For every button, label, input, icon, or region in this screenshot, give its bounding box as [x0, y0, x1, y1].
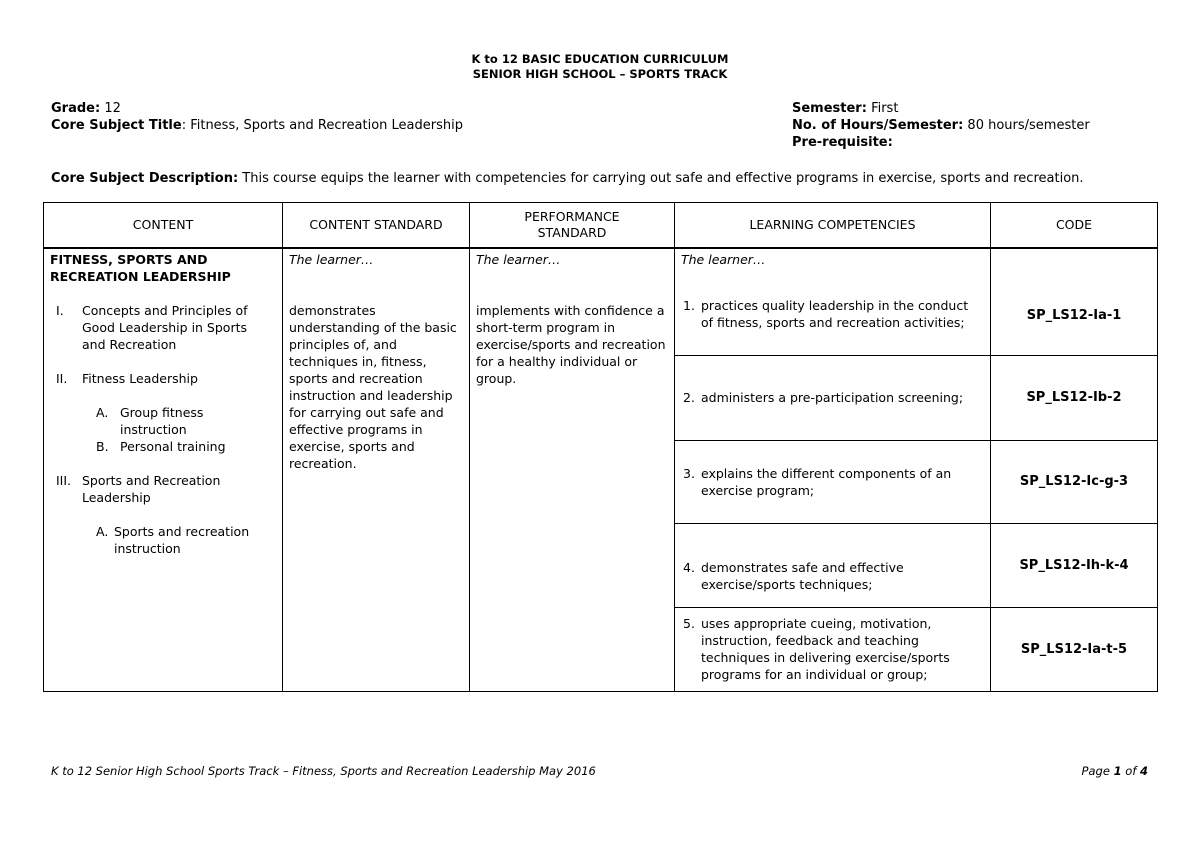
semester-line: [792, 100, 898, 117]
header-performance-standard: PERFORMANCE STANDARD: [470, 203, 675, 249]
header-content-standard: CONTENT STANDARD: [283, 203, 470, 249]
grade-value: 12: [104, 101, 121, 116]
competency-text: demonstrates safe and effective exercise/sports techniques;: [701, 559, 904, 592]
competency-text: practices quality leadership in the conduct of fitness, sports and recreation activities;: [701, 298, 969, 330]
content-item-text: Personal training: [120, 439, 226, 454]
page-current: 1: [1113, 764, 1122, 778]
competency-cell-4: [675, 523, 991, 607]
semester-value: First: [871, 101, 899, 116]
description-label: Core Subject Description:: [51, 171, 239, 186]
grade-label: Grade:: [51, 101, 101, 116]
code-cell: SP_LS12-Ib-2: [991, 355, 1158, 440]
page-prefix: Page: [1081, 764, 1114, 778]
content-item-num: II.: [56, 371, 68, 386]
content-item-text: Group fitness instruction: [120, 405, 204, 437]
content-item: [50, 523, 264, 557]
subject-label: Core Subject Title: [51, 118, 182, 133]
content-item-num: A.: [96, 524, 109, 539]
semester-label: Semester:: [792, 101, 867, 116]
header-code: CODE: [991, 203, 1158, 249]
grade-line: [51, 100, 121, 117]
code-cell: SP_LS12-Ih-k-4: [991, 523, 1158, 607]
performance-standard-cell: [470, 248, 675, 691]
content-item-num: I.: [56, 303, 64, 318]
content-item-text: Sports and recreation instruction: [114, 524, 250, 556]
footer-left: K to 12 Senior High School Sports Track – Fitness, Sports and Recreation Leadership May 2016: [51, 764, 596, 778]
competency-text: explains the different components of an exercise program;: [701, 465, 952, 498]
description-value: This course equips the learner with competencies for carrying out safe and effective programs in exercise, sports and recreation.: [242, 171, 1084, 186]
page-mid: of: [1121, 764, 1140, 778]
table-row: [44, 248, 1158, 355]
content-standard-cell: [283, 248, 470, 691]
competency-cell-3: [675, 440, 991, 523]
learner-label: The learner…: [476, 252, 561, 267]
prereq-line: [792, 134, 893, 151]
content-item-num: B.: [96, 439, 109, 454]
content-title: FITNESS, SPORTS AND RECREATION LEADERSHIP: [50, 252, 231, 284]
content-cell: [44, 248, 283, 691]
subject-value: : Fitness, Sports and Recreation Leadership: [181, 118, 463, 133]
content-item-text: Concepts and Principles of Good Leadership in Sports and Recreation: [82, 303, 248, 352]
hours-value: 80 hours/semester: [967, 118, 1090, 133]
competency-cell-2: [675, 355, 991, 440]
code-cell: SP_LS12-Ia-1: [991, 248, 1158, 355]
subject-line: [51, 117, 463, 134]
competency-cell-1: [675, 248, 991, 355]
content-item-num: III.: [56, 473, 72, 488]
header-learning-competencies: LEARNING COMPETENCIES: [675, 203, 991, 249]
competency-cell-5: [675, 607, 991, 691]
performance-standard-text: implements with confidence a short-term program in exercise/sports and recreation for a healthy individual or group.: [476, 303, 666, 386]
content-item: [50, 370, 276, 387]
content-item-text: Fitness Leadership: [82, 371, 198, 386]
content-item: [50, 472, 242, 506]
doc-subtitle: SENIOR HIGH SCHOOL – SPORTS TRACK: [472, 67, 728, 81]
competency-text: administers a pre-participation screening;: [701, 390, 964, 405]
competency-num: 5.: [683, 616, 695, 631]
content-item: [50, 438, 276, 455]
competency-text: uses appropriate cueing, motivation, instruction, feedback and teaching techniques in delivering exercise/sports programs for an individual or group;: [701, 616, 950, 682]
competency-item: [681, 297, 984, 331]
competency-num: 3.: [683, 465, 695, 481]
header-row: [44, 203, 1158, 249]
description-line: [51, 170, 1161, 187]
prereq-label: Pre-requisite:: [792, 135, 893, 150]
content-item: [50, 404, 215, 438]
learner-label: The learner…: [681, 252, 766, 267]
competency-num: 2.: [683, 390, 695, 405]
hours-line: [792, 117, 1090, 134]
content-item-text: Sports and Recreation Leadership: [82, 473, 221, 505]
content-standard-text: demonstrates understanding of the basic principles of, and techniques in, fitness, sports and recreation instruction and leadership for carrying out safe and effective programs in exercise, sports and recreation.: [289, 303, 457, 471]
code-cell: SP_LS12-Ia-t-5: [991, 607, 1158, 691]
header-content: CONTENT: [44, 203, 283, 249]
hours-label: No. of Hours/Semester:: [792, 118, 964, 133]
page-total: 4: [1139, 764, 1148, 778]
competency-num: 1.: [683, 298, 695, 313]
content-item: [50, 302, 257, 353]
competency-num: 4.: [683, 559, 695, 575]
content-item-num: A.: [96, 405, 109, 420]
code-cell: SP_LS12-Ic-g-3: [991, 440, 1158, 523]
doc-title: K to 12 BASIC EDUCATION CURRICULUM: [471, 52, 729, 66]
learner-label: The learner…: [289, 252, 374, 267]
page-number: [1082, 764, 1148, 778]
curriculum-table: [43, 202, 1158, 692]
